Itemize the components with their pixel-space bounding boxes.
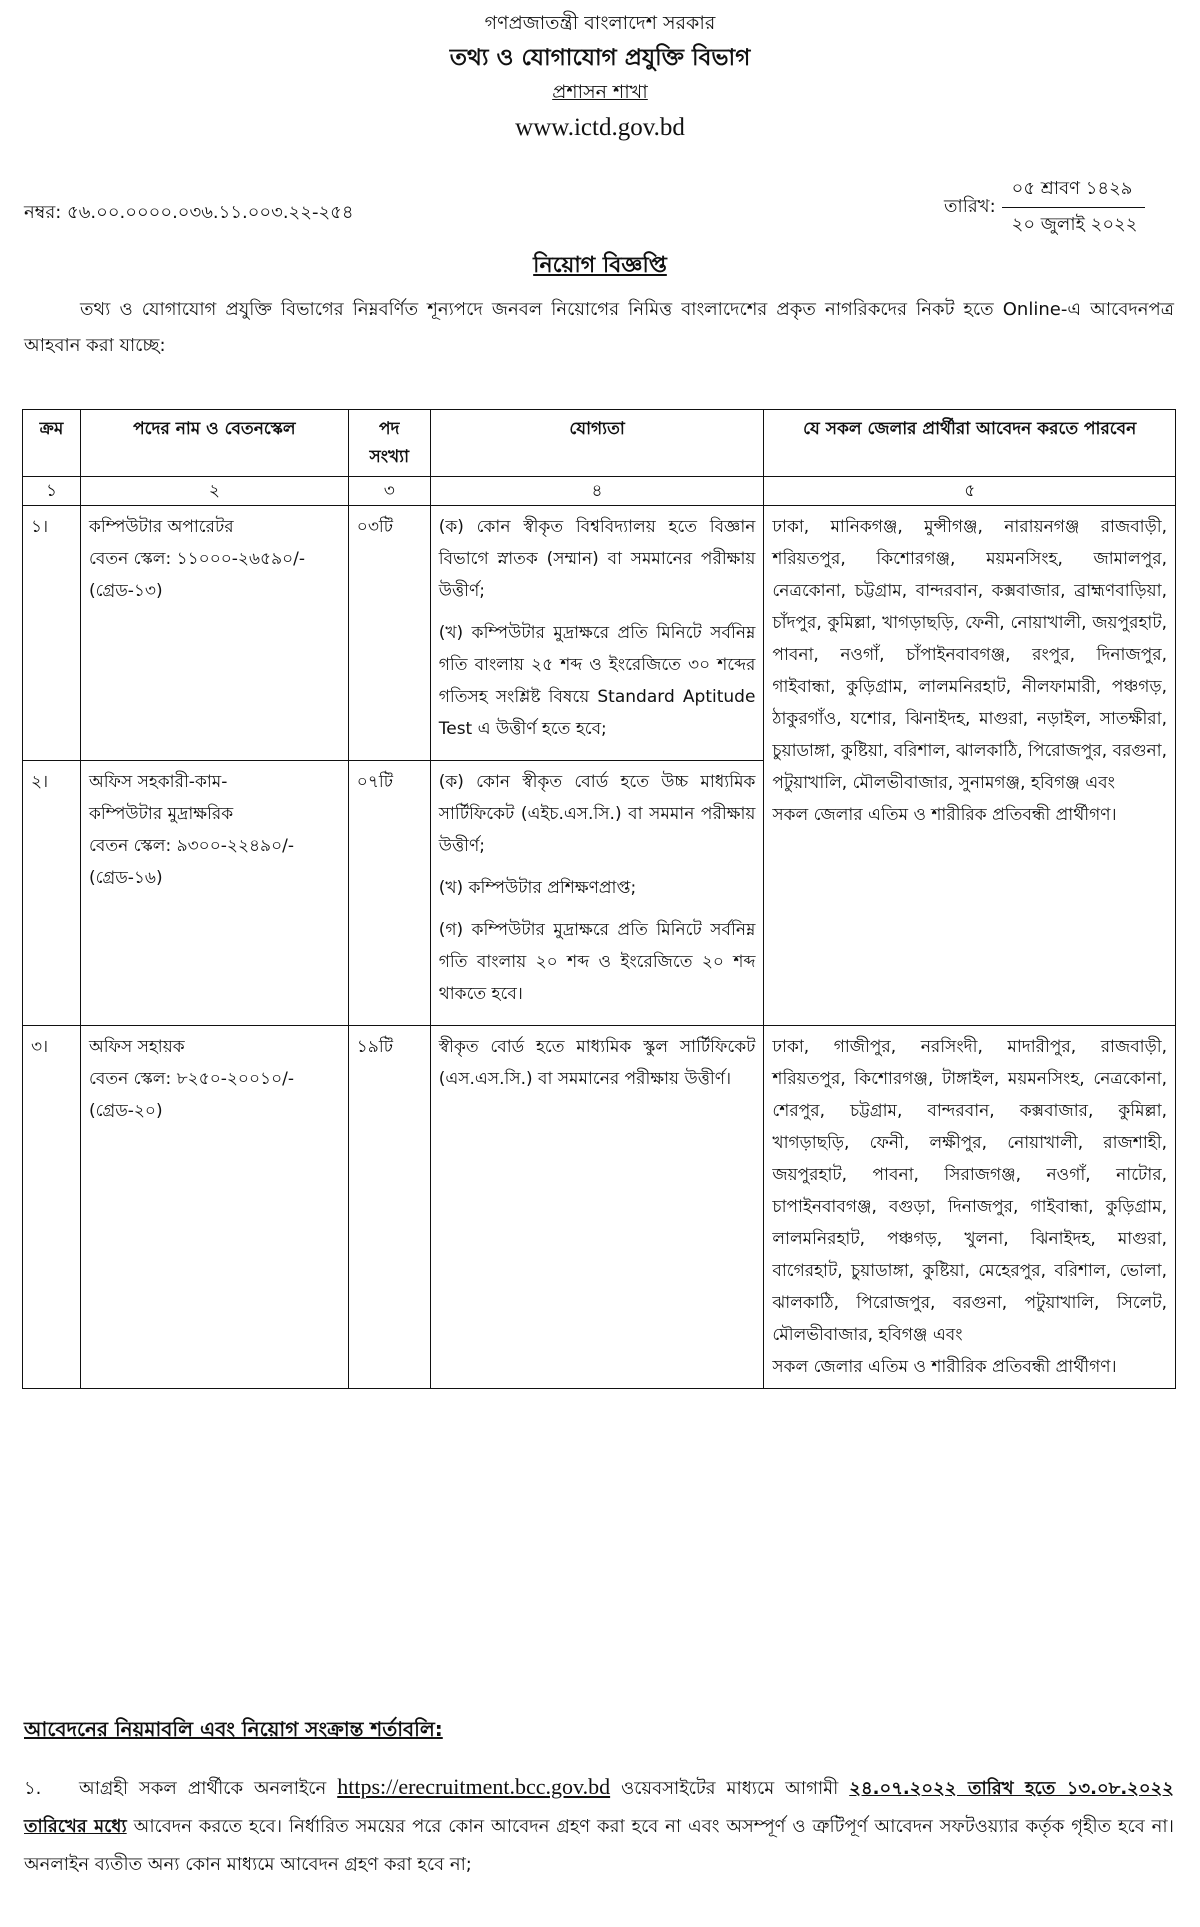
intro-paragraph: তথ্য ও যোগাযোগ প্রযুক্তি বিভাগের নিম্নবর্ণিত শূন্যপদে জনবল নিয়োগের নিমিত্ত বাংলাদেশের প্রকৃত নাগরিকদের নিকট হতে Online-এ আবেদনপত্র আহবান করা যাচ্ছে:	[24, 299, 1174, 356]
post-line: কম্পিউটার অপারেটর	[88, 517, 234, 537]
post-line: (গ্রেড-১৬)	[88, 868, 163, 888]
col-number: ৩	[348, 477, 430, 506]
column-number-row	[23, 477, 1176, 506]
rule-text: ওয়েবসাইটের মাধ্যমে আগামী	[621, 1778, 839, 1799]
vacancy-table	[22, 409, 1176, 1389]
rule-number: ১.	[24, 1778, 42, 1799]
row-districts	[764, 506, 1176, 1026]
post-line: অফিস সহায়ক	[88, 1037, 185, 1057]
row-serial: ৩।	[23, 1026, 81, 1389]
row-qualification	[430, 761, 764, 1026]
rule-item-1	[24, 1768, 1174, 1884]
district-note: সকল জেলার এতিম ও শারীরিক প্রতিবন্ধী প্রার্থীগণ।	[772, 805, 1117, 825]
rule-text: আবেদন করতে হবে। নির্ধারিত সময়ের পরে কোন আবেদন গ্রহণ করা হবে না এবং অসম্পূর্ণ ও ত্রুটিপূর্ণ আবেদন সফটওয়্যার কর্তৃক গৃহীত হবে না। অনলাইন ব্যতীত অন্য কোন মাধ্যমে আবেদন গ্রহণ করা হবে না;	[24, 1816, 1174, 1875]
date-label: তারিখ:	[944, 196, 996, 217]
table-header-row	[23, 410, 1176, 477]
district-list: ঢাকা, মানিকগঞ্জ, মুন্সীগঞ্জ, নারায়নগঞ্জ রাজবাড়ী, শরিয়তপুর, কিশোরগঞ্জ, ময়মনসিংহ, জামালপুর, নেত্রকোনা, চট্টগ্রাম, বান্দরবান, কক্সবাজার, ব্রাহ্মণবাড়িয়া, চাঁদপুর, কুমিল্লা, খাগড়াছড়ি, ফেনী, নোয়াখালী, জয়পুরহাট, পাবনা, নওগাঁ, চাঁপাইনবাবগঞ্জ, রংপুর, দিনাজপুর, গাইবান্ধা, কুড়িগ্রাম, লালমনিরহাট, নীলফামারী, পঞ্চগড়, ঠাকুরগাঁও, যশোর, ঝিনাইদহ, মাগুরা, নড়াইল, সাতক্ষীরা, চুয়াডাঙ্গা, কুষ্টিয়া, বরিশাল, ঝালকাঠি, পিরোজপুর, বরগুনা, পটুয়াখালি, মৌলভীবাজার, সুনামগঞ্জ, হবিগঞ্জ এবং	[772, 517, 1167, 793]
recruitment-link[interactable]: https://erecruitment.bcc.gov.bd	[337, 1774, 611, 1799]
row-post	[80, 1026, 348, 1389]
government-name: গণপ্রজাতন্ত্রী বাংলাদেশ সরকার	[484, 12, 716, 34]
header-post: পদের নাম ও বেতনস্কেল	[80, 410, 348, 477]
post-line: কম্পিউটার মুদ্রাক্ষরিক	[88, 804, 234, 824]
post-line: বেতন স্কেল: ৯৩০০-২২৪৯০/-	[88, 836, 294, 856]
post-line: (গ্রেড-১৩)	[88, 581, 163, 601]
rule-text: আগ্রহী সকল প্রার্থীকে অনলাইনে	[78, 1778, 327, 1799]
row-serial: ১।	[23, 506, 81, 761]
district-list: ঢাকা, গাজীপুর, নরসিংদী, মাদারীপুর, রাজবাড়ী, শরিয়তপুর, কিশোরগঞ্জ, টাঙ্গাইল, ময়মনসিংহ, নেত্রকোনা, শেরপুর, চট্টগ্রাম, বান্দরবান, কক্সবাজার, কুমিল্লা, খাগড়াছড়ি, ফেনী, লক্ষীপুর, নোয়াখালী, রাজশাহী, জয়পুরহাট, পাবনা, সিরাজগঞ্জ, নওগাঁ, নাটোর, চাপাইনবাবগঞ্জ, বগুড়া, দিনাজপুর, গাইবান্ধা, কুড়িগ্রাম, লালমনিরহাট, পঞ্চগড়, খুলনা, ঝিনাইদহ, মাগুরা, বাগেরহাট, চুয়াডাঙ্গা, কুষ্টিয়া, মেহেরপুর, বরিশাল, ভোলা, ঝালকাঠি, পিরোজপুর, বরগুনা, পটুয়াখালি, সিলেট, মৌলভীবাজার, হবিগঞ্জ এবং	[772, 1037, 1167, 1345]
table-row	[23, 506, 1176, 761]
header-serial: ক্রম	[23, 410, 81, 477]
row-count: ১৯টি	[348, 1026, 430, 1389]
row-post	[80, 506, 348, 761]
header-count: পদ সংখ্যা	[348, 410, 430, 477]
header-districts: যে সকল জেলার প্রার্থীরা আবেদন করতে পারবেন	[764, 410, 1176, 477]
qualification-item: (ক) কোন স্বীকৃত বোর্ড হতে উচ্চ মাধ্যমিক সার্টিফিকেট (এইচ.এস.সি.) বা সমমান পরীক্ষায় উত্তীর্ণ;	[438, 772, 756, 856]
row-post	[80, 761, 348, 1026]
qualification-item: (ক) কোন স্বীকৃত বিশ্ববিদ্যালয় হতে বিজ্ঞান বিভাগে স্নাতক (সম্মান) বা সমমানের পরীক্ষায় উত্তীর্ণ;	[438, 517, 756, 601]
post-line: বেতন স্কেল: ৮২৫০-২০০১০/-	[88, 1069, 294, 1089]
terms-heading: আবেদনের নিয়মাবলি এবং নিয়োগ সংক্রান্ত শর্তাবলি:	[24, 1717, 443, 1741]
qualification-item: (খ) কম্পিউটার প্রশিক্ষণপ্রাপ্ত;	[438, 878, 637, 898]
date-block	[944, 172, 1145, 243]
col-number: ২	[80, 477, 348, 506]
qualification-item: (গ) কম্পিউটার মুদ্রাক্ষরে প্রতি মিনিটে সর্বনিম্ন গতি বাংলায় ২০ শব্দ ও ইংরেজিতে ২০ শব্দ থাকতে হবে।	[438, 920, 756, 1004]
branch-name: প্রশাসন শাখা	[552, 80, 648, 103]
row-qualification	[430, 1026, 764, 1389]
col-number: ৫	[764, 477, 1176, 506]
qualification-item: (খ) কম্পিউটার মুদ্রাক্ষরে প্রতি মিনিটে সর্বনিম্ন গতি বাংলায় ২৫ শব্দ ও ইংরেজিতে ৩০ শব্দের গতিসহ সংশ্লিষ্ট বিষয়ে Standard Aptitude Test এ উত্তীর্ণ হতে হবে;	[438, 623, 756, 739]
col-number: ১	[23, 477, 81, 506]
post-line: অফিস সহকারী-কাম-	[88, 772, 228, 792]
date-english: ২০ জুলাই ২০২২	[1011, 214, 1138, 235]
row-districts	[764, 1026, 1176, 1389]
row-count: ০৩টি	[348, 506, 430, 761]
deadline-dates: ২৪.০৭.২০২২ তারিখ হতে ১৩.০৮.২০২২ তারিখের মধ্যে	[24, 1778, 1174, 1837]
date-bangla: ০৫ শ্রাবণ ১৪২৯	[1002, 172, 1146, 208]
district-note: সকল জেলার এতিম ও শারীরিক প্রতিবন্ধী প্রার্থীগণ।	[772, 1357, 1117, 1377]
row-qualification	[430, 506, 764, 761]
col-number: ৪	[430, 477, 764, 506]
website-text: www.ictd.gov.bd	[515, 114, 685, 142]
header-qualification: যোগ্যতা	[430, 410, 764, 477]
post-line: (গ্রেড-২০)	[88, 1101, 163, 1121]
letterhead	[0, 12, 1200, 144]
memo-number: নম্বর: ৫৬.০০.০০০০.০৩৬.১১.০০৩.২২-২৫৪	[24, 202, 354, 223]
table-row	[23, 1026, 1176, 1389]
row-serial: ২।	[23, 761, 81, 1026]
notice-title: নিয়োগ বিজ্ঞপ্তি	[533, 253, 667, 278]
row-count: ০৭টি	[348, 761, 430, 1026]
division-name: তথ্য ও যোগাযোগ প্রযুক্তি বিভাগ	[449, 44, 751, 71]
qualification-item: স্বীকৃত বোর্ড হতে মাধ্যমিক স্কুল সার্টিফিকেট (এস.এস.সি.) বা সমমানের পরীক্ষায় উত্তীর্ণ।	[438, 1037, 756, 1089]
post-line: বেতন স্কেল: ১১০০০-২৬৫৯০/-	[88, 549, 306, 569]
